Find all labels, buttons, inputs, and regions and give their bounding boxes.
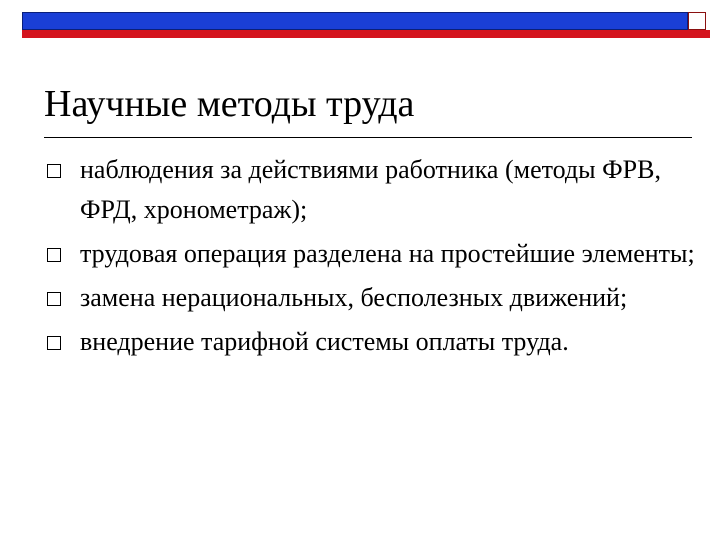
hollow-square-icon bbox=[47, 164, 61, 178]
list-item bbox=[44, 234, 704, 274]
list-item bbox=[44, 322, 704, 362]
bullet-list bbox=[44, 150, 704, 366]
bullet-text: замена нерациональных, бесполезных движений; bbox=[80, 283, 628, 312]
bullet-text: внедрение тарифной системы оплаты труда. bbox=[80, 327, 569, 356]
hollow-square-icon bbox=[47, 248, 61, 262]
hollow-square-icon bbox=[47, 292, 61, 306]
corner-accent-square bbox=[688, 12, 706, 30]
title-divider bbox=[44, 137, 692, 138]
header-bar-blue bbox=[22, 12, 688, 30]
list-item bbox=[44, 278, 704, 318]
bullet-text: наблюдения за действиями работника (методы ФРВ, ФРД, хронометраж); bbox=[80, 155, 661, 224]
header-bar-red bbox=[22, 30, 710, 38]
list-item bbox=[44, 150, 704, 230]
hollow-square-icon bbox=[47, 336, 61, 350]
bullet-text: трудовая операция разделена на простейшие элементы; bbox=[80, 239, 695, 268]
slide-title: Научные методы труда bbox=[44, 83, 415, 125]
